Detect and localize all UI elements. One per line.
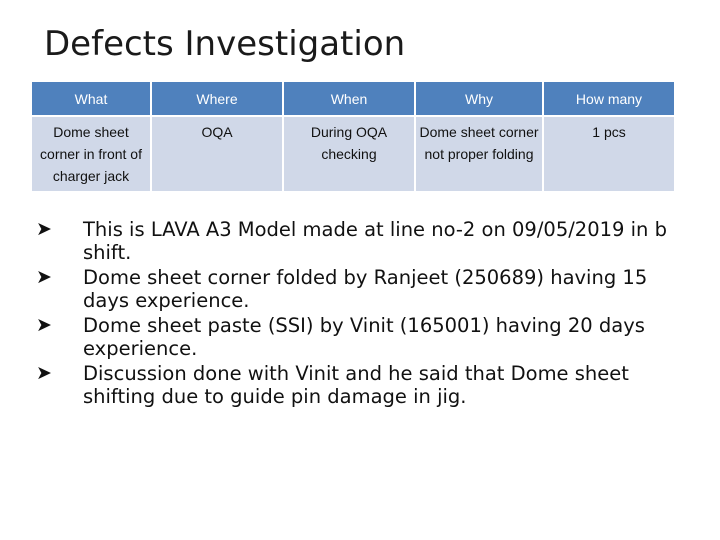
table-row <box>32 117 674 191</box>
list-item-text: Dome sheet paste (SSI) by Vinit (165001) having 20 days experience. <box>83 314 645 360</box>
defects-table <box>30 80 676 193</box>
arrow-bullet-icon: ➤ <box>36 266 52 288</box>
list-item <box>32 218 682 264</box>
page-title: Defects Investigation <box>44 24 406 64</box>
header-why: Why <box>416 82 542 115</box>
list-item <box>32 314 682 360</box>
arrow-bullet-icon: ➤ <box>36 362 52 384</box>
header-when: When <box>284 82 414 115</box>
header-what: What <box>32 82 150 115</box>
header-how-many: How many <box>544 82 674 115</box>
list-item <box>32 362 682 408</box>
cell-how-many: 1 pcs <box>544 117 674 191</box>
cell-why: Dome sheet corner not proper folding <box>416 117 542 191</box>
cell-when: During OQA checking <box>284 117 414 191</box>
cell-what: Dome sheet corner in front of charger jack <box>32 117 150 191</box>
list-item-text: Dome sheet corner folded by Ranjeet (250689) having 15 days experience. <box>83 266 648 312</box>
list-item <box>32 266 682 312</box>
arrow-bullet-icon: ➤ <box>36 218 52 240</box>
table-header-row <box>32 82 674 115</box>
arrow-bullet-icon: ➤ <box>36 314 52 336</box>
cell-where: OQA <box>152 117 282 191</box>
header-where: Where <box>152 82 282 115</box>
list-item-text: This is LAVA A3 Model made at line no-2 on 09/05/2019 in b shift. <box>83 218 667 264</box>
list-item-text: Discussion done with Vinit and he said that Dome sheet shifting due to guide pin damage in jig. <box>83 362 629 408</box>
findings-list <box>32 218 682 410</box>
